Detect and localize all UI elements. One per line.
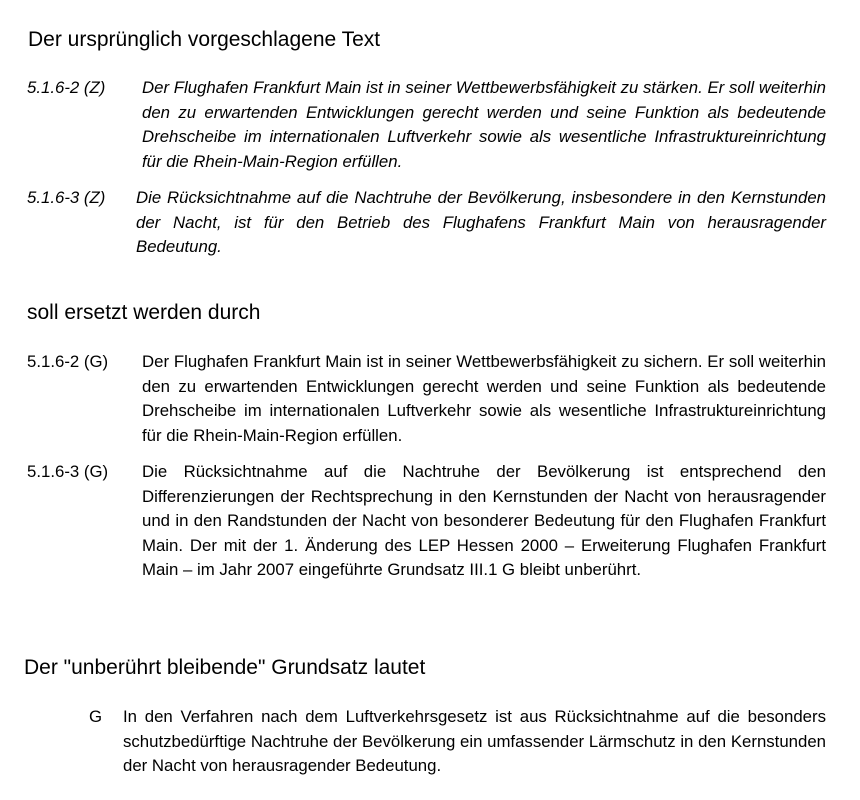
paragraph-number: 5.1.6-3 (Z) bbox=[27, 188, 106, 207]
paragraph-5-1-6-2-g bbox=[27, 350, 827, 448]
section-heading-principle: Der "unberührt bleibende" Grundsatz lautet bbox=[24, 656, 426, 679]
section-heading-replacement: soll ersetzt werden durch bbox=[27, 301, 261, 324]
paragraph-text: In den Verfahren nach dem Luftverkehrsgesetz ist aus Rücksichtnahme auf die besonders schutzbedürftige Nachtruhe der Bevölkerung ein umfassender Lärmschutz in den Kernstunden der Nacht von herausragender Bedeutung. bbox=[123, 707, 826, 775]
paragraph-5-1-6-2-z bbox=[27, 76, 827, 174]
paragraph-number: 5.1.6-2 (G) bbox=[27, 352, 109, 371]
paragraph-text: Die Rücksichtnahme auf die Nachtruhe der Bevölkerung, insbesondere in den Kernstunden der Nacht, ist für den Betrieb des Flughafens Frankfurt Main von herausragender Bedeutung. bbox=[136, 188, 826, 256]
paragraph-5-1-6-3-g bbox=[27, 460, 827, 607]
paragraph-text: Der Flughafen Frankfurt Main ist in seiner Wettbewerbsfähigkeit zu sichern. Er soll weiterhin den zu erwartenden Entwicklungen gerecht werden und seine Funktion als bedeutende Drehscheibe im internationalen Luftverkehr sowie als wesentliche Infrastruktureinrichtung für die Rhein-Main-Region erfüllen. bbox=[142, 352, 826, 445]
section-heading-original: Der ursprünglich vorgeschlagene Text bbox=[28, 28, 381, 51]
paragraph-5-1-6-3-z bbox=[27, 186, 827, 260]
paragraph-number: 5.1.6-2 (Z) bbox=[27, 78, 106, 97]
paragraph-number: G bbox=[89, 707, 103, 726]
paragraph-text: Der Flughafen Frankfurt Main ist in seiner Wettbewerbsfähigkeit zu stärken. Er soll weiterhin den zu erwartenden Entwicklungen gerecht werden und seine Funktion als bedeutende Drehscheibe im internationalen Luftverkehr sowie als wesentliche Infrastruktureinrichtung für die Rhein-Main-Region erfüllen. bbox=[142, 78, 826, 171]
paragraph-principle-g bbox=[89, 705, 829, 779]
paragraph-text: Die Rücksichtnahme auf die Nachtruhe der Bevölkerung ist entsprechend den Differenzierungen der Rechtsprechung in den Kernstunden der Nacht von herausragender und in den Randstunden der Nacht von besonderer Bedeutung für den Flughafen Frankfurt Main. Der mit der 1. Änderung des LEP Hessen 2000 – Erweiterung Flughafen Frankfurt Main – im Jahr 2007 eingeführte Grundsatz III.1 G bleibt unberührt. bbox=[142, 462, 826, 579]
paragraph-number: 5.1.6-3 (G) bbox=[27, 462, 109, 481]
